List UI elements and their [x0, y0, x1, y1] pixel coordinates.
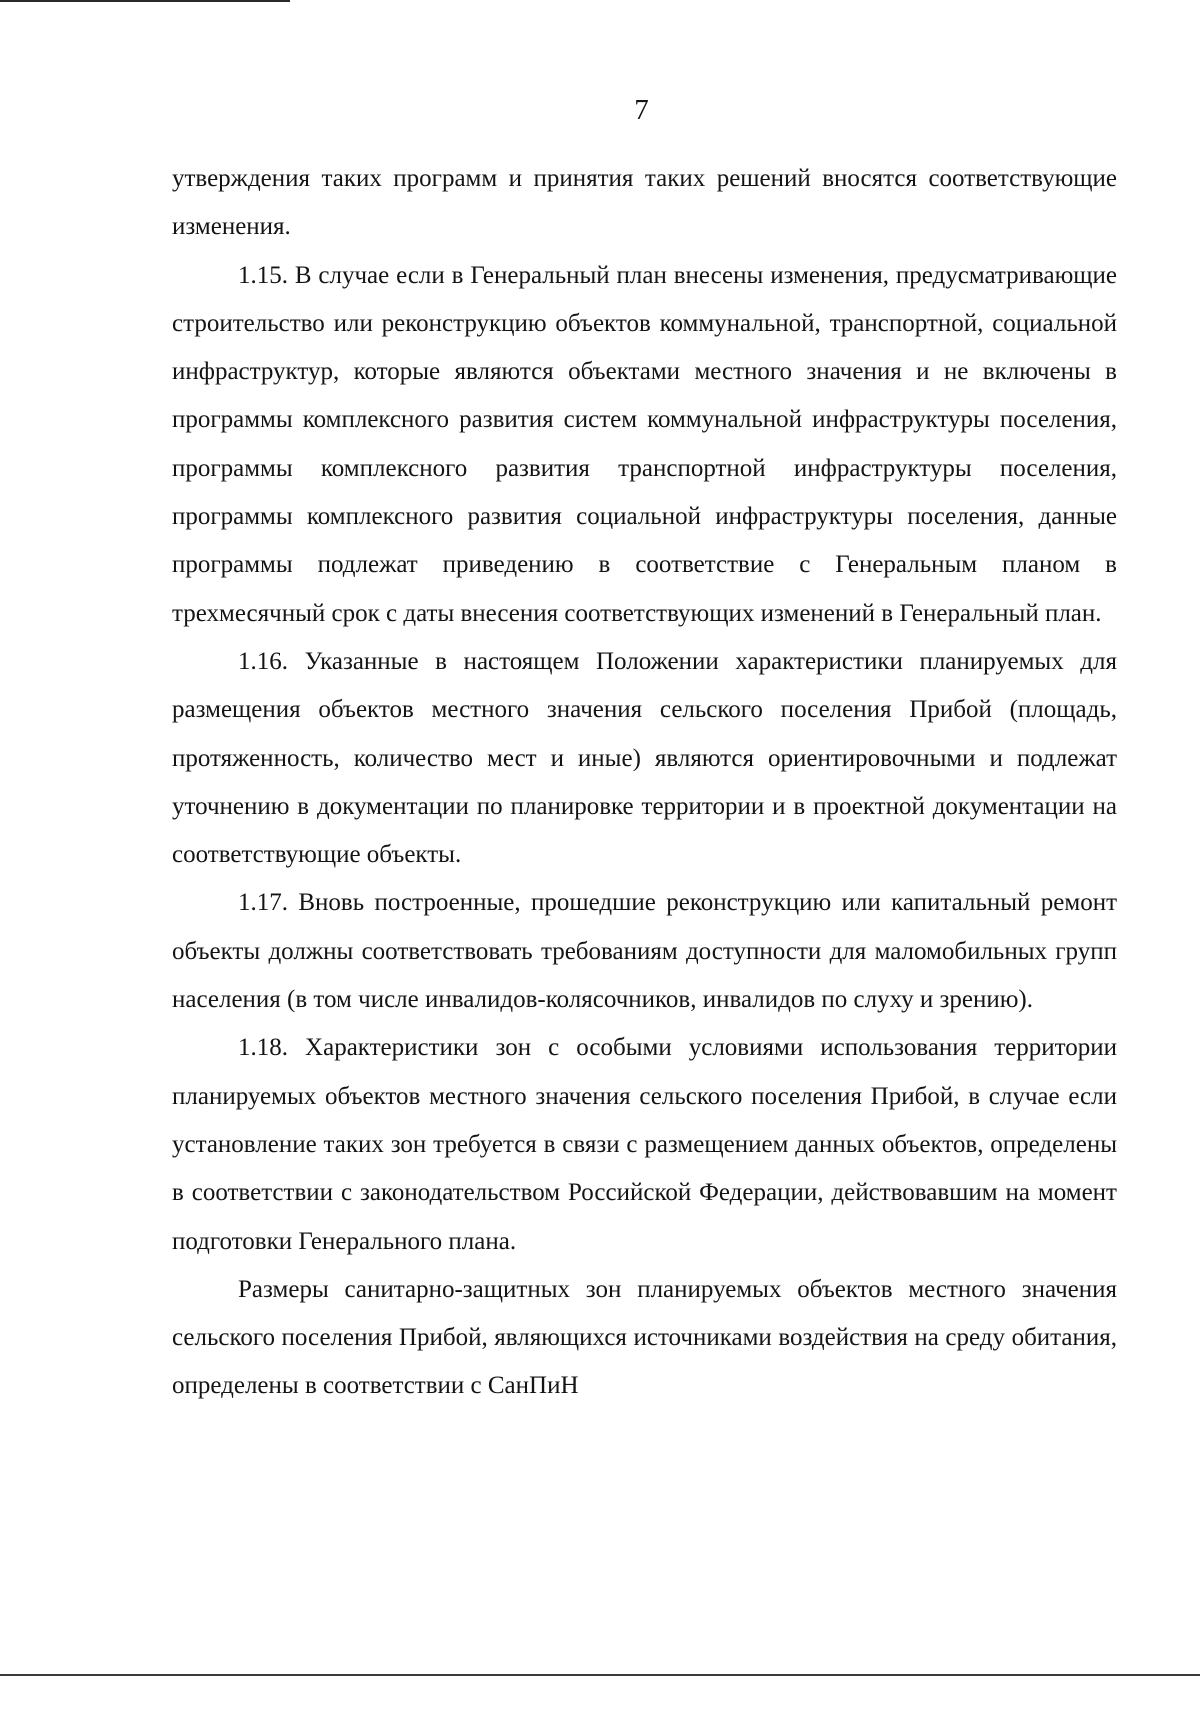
scan-top-rule	[0, 0, 290, 2]
scan-bottom-rule	[0, 1674, 1200, 1676]
paragraph-1-15: 1.15. В случае если в Генеральный план внесены изменения, предусматривающие строительство или реконструкцию объектов коммунальной, транспортной, социальной инфраструктур, которые являются объектами местного значения и не включены в программы комплексного развития систем коммунальной инфраструктуры поселения, программы комплексного развития транспортной инфраструктуры поселения, программы комплексного развития социальной инфраструктуры поселения, данные программы подлежат приведению в соответствие с Генеральным планом в трехмесячный срок с даты внесения соответствующих изменений в Генеральный план.	[172, 261, 1117, 627]
paragraph-sanitary-zones: Размеры санитарно-защитных зон планируемых объектов местного значения сельского поселения Прибой, являющихся источниками воздействия на среду обитания, определены в соответствии с СанПиН	[172, 1275, 1117, 1400]
paragraph-1-17: 1.17. Вновь построенные, прошедшие реконструкцию или капитальный ремонт объекты должны соответствовать требованиям доступности для маломобильных групп населения (в том числе инвалидов-колясочников, инвалидов по слуху и зрению).	[172, 889, 1117, 1014]
paragraph-1-18: 1.18. Характеристики зон с особыми условиями использования территории планируемых объектов местного значения сельского поселения Прибой, в случае если установление таких зон требуется в связи с размещением данных объектов, определены в соответствии с законодательством Российской Федерации, действовавшим на момент подготовки Генерального плана.	[172, 1034, 1117, 1255]
paragraph-1-16: 1.16. Указанные в настоящем Положении характеристики планируемых для размещения объектов местного значения сельского поселения Прибой (площадь, протяженность, количество мест и иные) являются ориентировочными и подлежат уточнению в документации по планировке территории и в проектной документации на соответствующие объекты.	[172, 647, 1117, 869]
page-number: 7	[634, 94, 649, 126]
paragraph-continuation: утверждения таких программ и принятия таких решений вносятся соответствующие изменения.	[172, 165, 1117, 241]
document-body	[172, 155, 1117, 1411]
